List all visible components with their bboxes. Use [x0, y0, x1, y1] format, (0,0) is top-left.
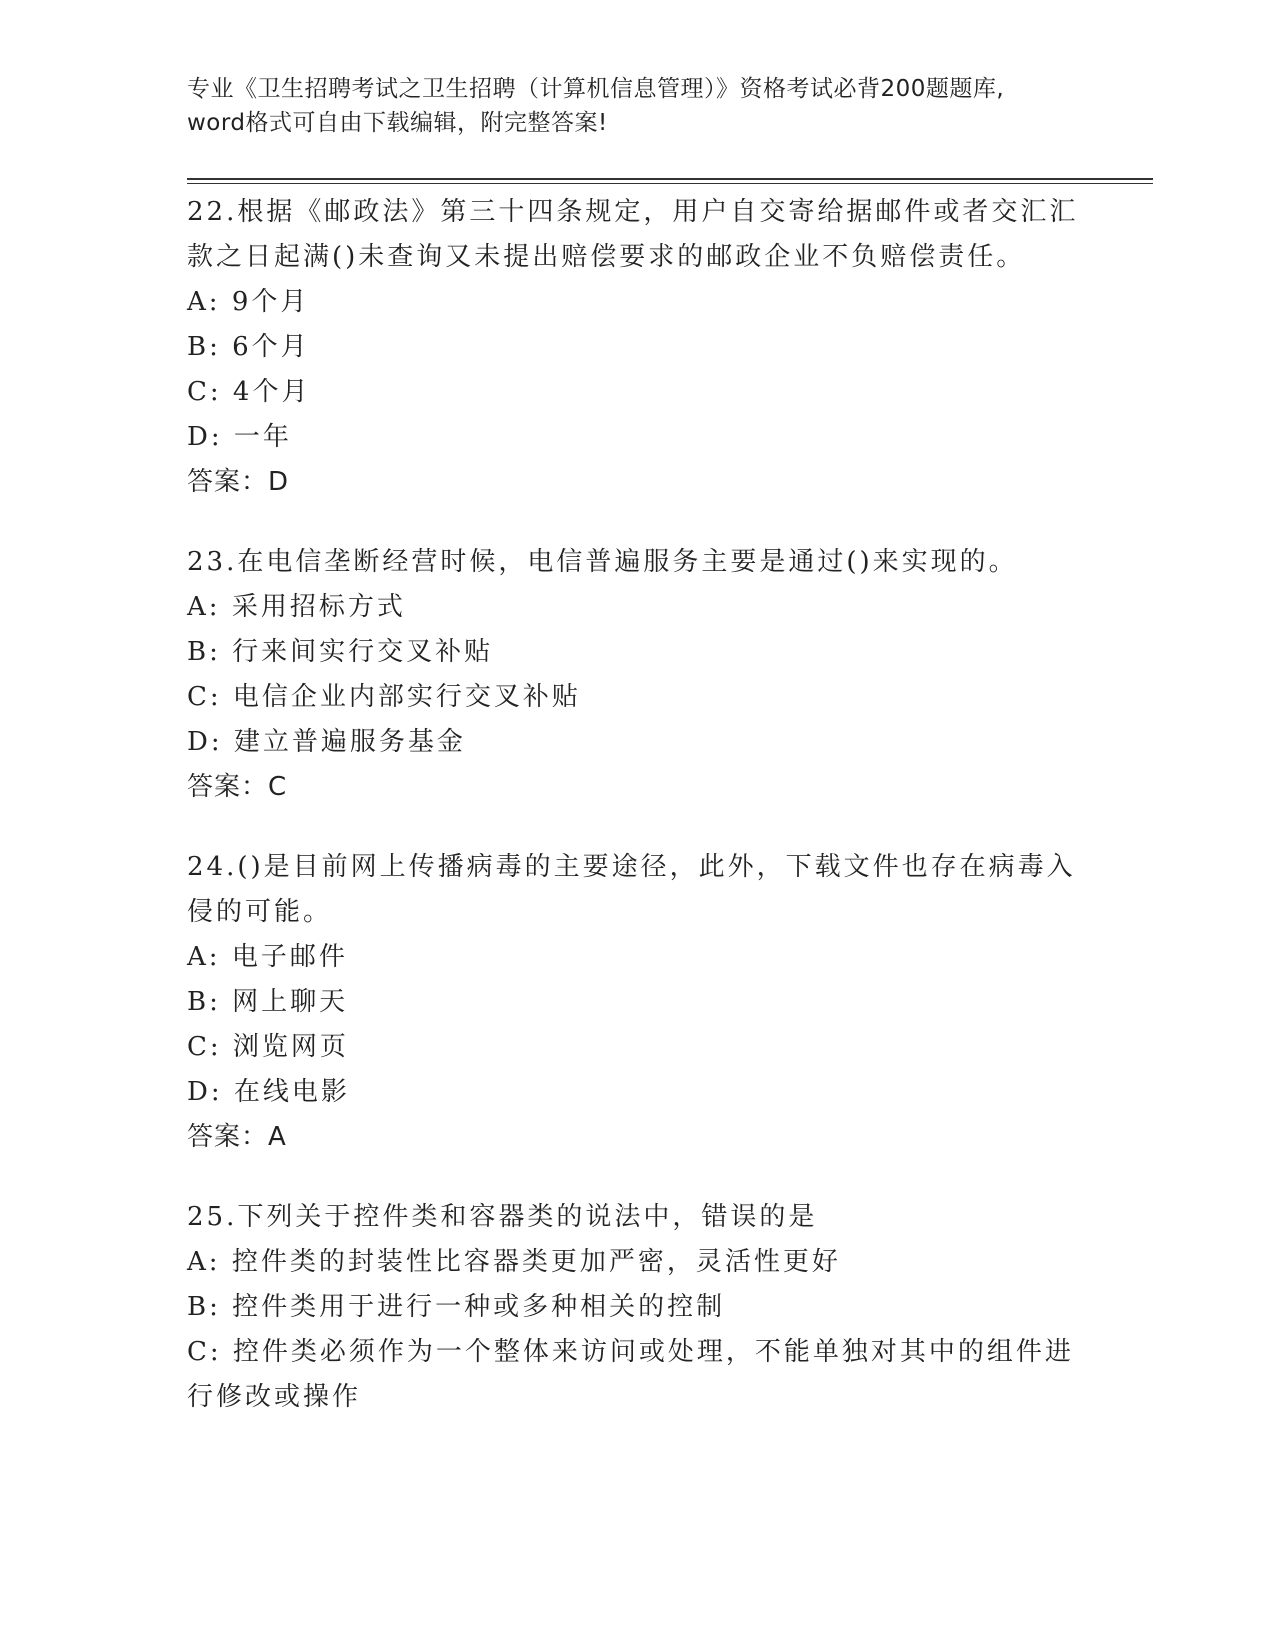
- answer-line: 答案：D: [187, 467, 290, 497]
- option-text: 浏览网页: [232, 1032, 349, 1062]
- option-a: [187, 585, 1087, 630]
- option-text: 一年: [233, 422, 292, 452]
- option-letter: A:: [187, 942, 221, 972]
- option-letter: C:: [187, 1032, 222, 1062]
- option-letter: D:: [187, 422, 223, 452]
- option-letter: D:: [187, 1077, 223, 1107]
- option-letter: B:: [187, 332, 221, 362]
- option-d: [187, 720, 1087, 765]
- option-text: 电信企业内部实行交叉补贴: [232, 682, 581, 712]
- question-23: [187, 540, 1087, 810]
- option-text: 控件类的封装性比容器类更加严密，灵活性更好: [231, 1247, 841, 1277]
- option-c: [187, 675, 1087, 720]
- option-letter: C:: [187, 682, 222, 712]
- question-25: [187, 1195, 1087, 1420]
- option-letter: B:: [187, 987, 221, 1017]
- option-b: [187, 980, 1087, 1025]
- option-c: [187, 1330, 1087, 1420]
- option-text: 4个月: [232, 377, 311, 407]
- header-divider-thick: [187, 178, 1153, 180]
- option-d: [187, 415, 1087, 460]
- option-letter: D:: [187, 727, 223, 757]
- answer-line: 答案：A: [187, 1122, 287, 1152]
- option-text: 控件类用于进行一种或多种相关的控制: [232, 1292, 726, 1322]
- option-a: [187, 280, 1087, 325]
- header-line-2: word格式可自由下载编辑，附完整答案!: [187, 110, 608, 136]
- question-stem: 22.根据《邮政法》第三十四条规定，用户自交寄给据邮件或者交汇汇款之日起满()未查询又未提出赔偿要求的邮政企业不负赔偿责任。: [187, 197, 1079, 272]
- option-letter: B:: [187, 637, 221, 667]
- option-b: [187, 325, 1087, 370]
- option-letter: C:: [187, 377, 222, 407]
- question-22: [187, 190, 1087, 505]
- option-a: [187, 935, 1087, 980]
- option-letter: B:: [187, 1292, 221, 1322]
- option-letter: A:: [187, 1247, 221, 1277]
- option-c: [187, 1025, 1087, 1070]
- header-line-1: 专业《卫生招聘考试之卫生招聘（计算机信息管理）》资格考试必背200题题库,: [187, 76, 1005, 102]
- option-b: [187, 1285, 1087, 1330]
- option-text: 行来间实行交叉补贴: [232, 637, 494, 667]
- option-text: 网上聊天: [232, 987, 349, 1017]
- option-b: [187, 630, 1087, 675]
- question-stem: 24.()是目前网上传播病毒的主要途径，此外，下载文件也存在病毒入侵的可能。: [187, 852, 1076, 927]
- document-header: [187, 72, 1087, 140]
- question-stem: 23.在电信垄断经营时候，电信普遍服务主要是通过()来实现的。: [187, 547, 1018, 577]
- question-stem: 25.下列关于控件类和容器类的说法中，错误的是: [187, 1202, 818, 1232]
- option-text: 6个月: [232, 332, 310, 362]
- option-letter: A:: [187, 592, 221, 622]
- option-text: 建立普遍服务基金: [233, 727, 466, 757]
- option-d: [187, 1070, 1087, 1115]
- question-24: [187, 845, 1087, 1160]
- option-text: 9个月: [231, 287, 310, 317]
- option-letter: A:: [187, 287, 221, 317]
- question-list: [187, 190, 1087, 1455]
- header-divider-thin: [187, 183, 1153, 184]
- option-text: 电子邮件: [231, 942, 348, 972]
- option-text: 控件类必须作为一个整体来访问或处理，不能单独对其中的组件进行修改或操作: [187, 1337, 1074, 1412]
- answer-line: 答案：C: [187, 772, 288, 802]
- option-text: 采用招标方式: [231, 592, 406, 622]
- option-letter: C:: [187, 1337, 222, 1367]
- option-c: [187, 370, 1087, 415]
- option-a: [187, 1240, 1087, 1285]
- option-text: 在线电影: [233, 1077, 350, 1107]
